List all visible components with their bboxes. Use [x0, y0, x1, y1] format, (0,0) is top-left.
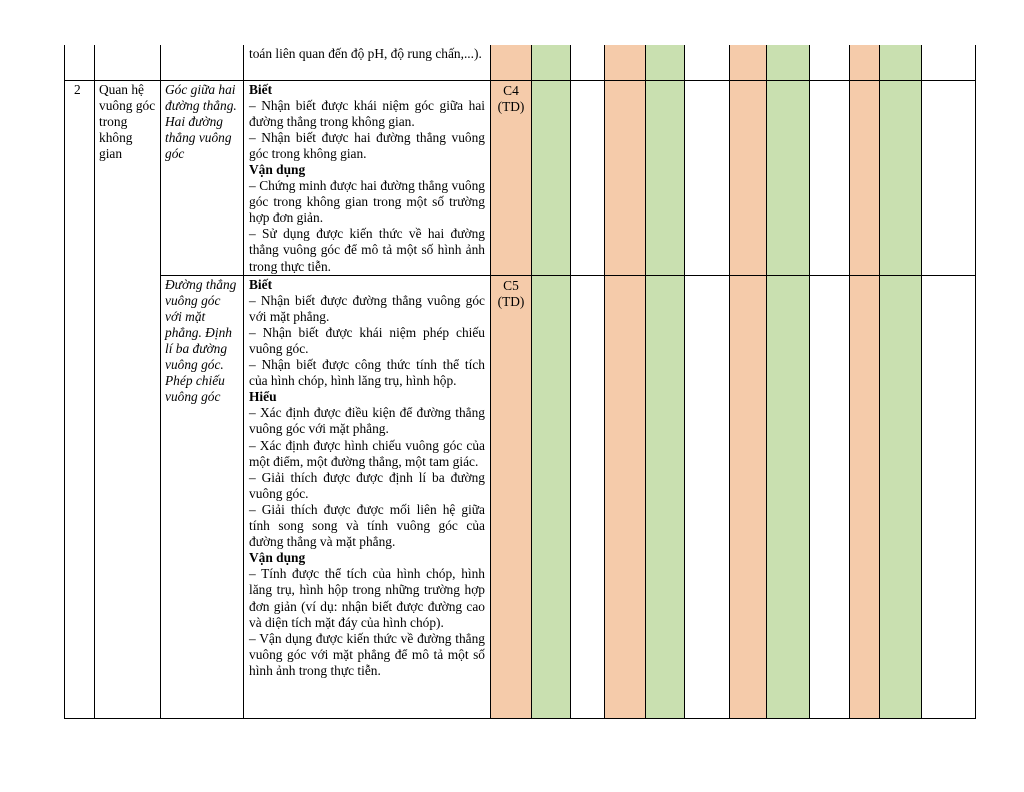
matrix-cell-blank [810, 80, 850, 275]
matrix-cell-green [532, 45, 571, 80]
table-row-topic2-sub1 [65, 80, 976, 275]
content-cell [244, 45, 491, 80]
matrix-cell-blank [685, 80, 730, 275]
matrix-cell-blank [571, 45, 605, 80]
matrix-cell-blank [571, 275, 605, 718]
table-row-topic2-sub2 [65, 275, 976, 718]
matrix-cell-green [767, 275, 810, 718]
matrix-cell-blank [571, 80, 605, 275]
question-kind: (TD) [497, 98, 525, 114]
objective-text: – Tính được thể tích của hình chóp, hình lăng trụ, hình hộp trong những trường hợp đơn giản (ví dụ: nhận biết được đường cao và diện tích mặt đáy của hình chóp). [249, 566, 485, 630]
matrix-cell-orange [850, 45, 880, 80]
objective-text: – Nhận biết được đường thẳng vuông góc với mặt phẳng. [249, 292, 485, 324]
question-ref [495, 276, 527, 310]
level-heading: Vận dụng [249, 550, 306, 566]
topic-cell: Quan hệ vuông góc trong không gian [95, 80, 161, 718]
objective-text: – Xác định được hình chiếu vuông góc của một điểm, một đường thẳng, một tam giác. [249, 437, 485, 469]
matrix-cell-blank [810, 275, 850, 718]
objective-text: – Giải thích được được mối liên hệ giữa tính song song và tính vuông góc của đường thẳng và mặt phẳng. [249, 501, 485, 550]
matrix-cell-green [880, 275, 922, 718]
matrix-cell-green [646, 80, 685, 275]
matrix-cell-green [646, 275, 685, 718]
question-code: C5 [503, 277, 519, 293]
level-heading: Biết [249, 81, 273, 97]
level-heading: Vận dụng [249, 161, 306, 177]
objective-text: – Nhận biết được công thức tính thể tích của hình chóp, hình lăng trụ, hình hộp. [249, 357, 485, 389]
objective-text: – Xác định được điều kiện để đường thẳng vuông góc với mặt phẳng. [249, 405, 485, 437]
subtopic-cell: Đường thẳng vuông góc với mặt phẳng. Định lí ba đường vuông góc. Phép chiếu vuông góc [161, 275, 244, 718]
matrix-cell-orange [605, 275, 646, 718]
content-cell [244, 80, 491, 275]
matrix-cell-orange [491, 80, 532, 275]
matrix-cell-blank [685, 45, 730, 80]
matrix-cell-green [646, 45, 685, 80]
matrix-cell-blank [685, 275, 730, 718]
objective-text: toán liên quan đến độ pH, độ rung chấn,...). [249, 46, 482, 61]
matrix-cell-blank [810, 45, 850, 80]
matrix-cell-orange [605, 45, 646, 80]
question-ref [495, 81, 527, 115]
matrix-cell-orange [730, 45, 767, 80]
subtopic-cell: Góc giữa hai đường thẳng. Hai đường thẳng vuông góc [161, 80, 244, 275]
matrix-cell-blank [922, 45, 976, 80]
level-heading: Biết [249, 276, 273, 292]
stt-cell: 2 [65, 80, 95, 718]
topic-cell [95, 45, 161, 80]
matrix-cell-orange [730, 275, 767, 718]
objective-text: – Chứng minh được hai đường thẳng vuông góc trong không gian trong một số trường hợp đơn giản. [249, 178, 485, 226]
matrix-cell-green [532, 80, 571, 275]
table-row-carryover [65, 45, 976, 80]
objective-text: – Nhận biết được hai đường thẳng vuông góc trong không gian. [249, 129, 485, 161]
matrix-cell-green [532, 275, 571, 718]
matrix-cell-green [880, 45, 922, 80]
subtopic-cell [161, 45, 244, 80]
objective-text: – Nhận biết được khái niệm phép chiếu vuông góc. [249, 324, 485, 356]
matrix-cell-green [880, 80, 922, 275]
matrix-cell-blank [922, 80, 976, 275]
objective-text: – Nhận biết được khái niệm góc giữa hai đường thẳng trong không gian. [249, 97, 485, 129]
matrix-cell-orange [850, 275, 880, 718]
matrix-cell-orange [491, 275, 532, 718]
spec-matrix-table [64, 45, 976, 719]
matrix-cell-green [767, 80, 810, 275]
objective-text: – Vận dụng được kiến thức về đường thẳng vuông góc với mặt phẳng để mô tả một số hình ảnh trong thực tiễn. [249, 630, 485, 678]
matrix-cell-orange [605, 80, 646, 275]
question-kind: (TD) [497, 293, 525, 309]
level-heading: Hiểu [249, 389, 277, 405]
content-cell [244, 275, 491, 718]
matrix-cell-blank [922, 275, 976, 718]
objective-text: – Giải thích được được định lí ba đường vuông góc. [249, 469, 485, 501]
matrix-cell-orange [850, 80, 880, 275]
stt-cell [65, 45, 95, 80]
question-code: C4 [503, 82, 519, 98]
objective-text: – Sử dụng được kiến thức về hai đường thẳng vuông góc để mô tả một số hình ảnh trong thực tiễn. [249, 226, 485, 274]
matrix-cell-green [767, 45, 810, 80]
matrix-cell-orange [730, 80, 767, 275]
matrix-cell-orange [491, 45, 532, 80]
